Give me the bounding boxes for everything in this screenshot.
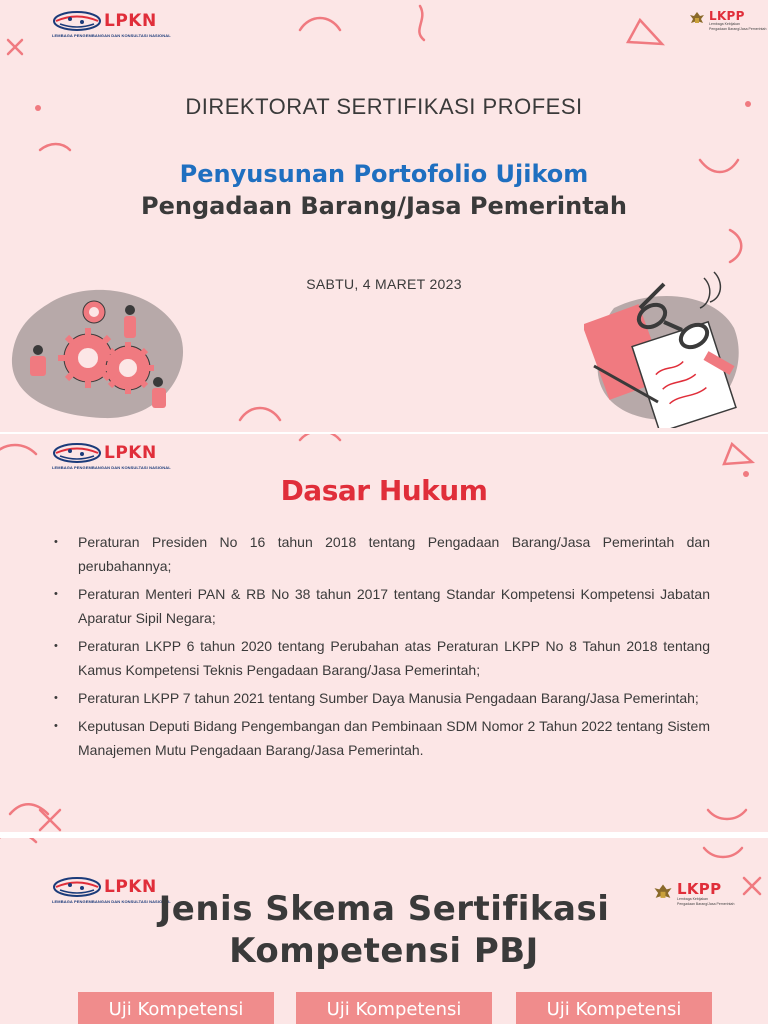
lpkn-subtitle: LEMBAGA PENGEMBANGAN DAN KONSULTASI NASIONAL — [52, 465, 171, 470]
directorate-heading: DIREKTORAT SERTIFIKASI PROFESI — [185, 94, 583, 119]
legal-basis-list — [54, 530, 710, 766]
lkpp-subtitle-line2: Pengadaan Barang/Jasa Pemerintah — [677, 901, 735, 906]
list-item-text: Peraturan LKPP 6 tahun 2020 tentang Perubahan atas Peraturan LKPP No 8 Tahun 2018 tentang Kamus Kompetensi Teknis Pengadaan Barang/Jasa Pemerintah; — [78, 638, 710, 678]
list-item — [54, 582, 710, 630]
list-item — [54, 686, 710, 710]
lkpp-name: LKPP — [709, 9, 745, 23]
uji-kompetensi-button-1[interactable]: Uji Kompetensi — [78, 992, 274, 1024]
slide-cover — [0, 0, 768, 432]
bullet-icon: • — [54, 640, 58, 652]
cover-title-line2: Pengadaan Barang/Jasa Pemerintah — [141, 192, 627, 220]
schemes-title-line1: Jenis Skema Sertifikasi — [158, 889, 610, 929]
bullet-icon: • — [54, 692, 58, 704]
globe-logo-icon — [52, 442, 102, 464]
lkpp-name: LKPP — [677, 880, 722, 898]
schemes-title — [0, 888, 768, 972]
lpkn-logo — [52, 10, 171, 38]
list-item-text: Peraturan Menteri PAN & RB No 38 tahun 2017 tentang Standar Kompetensi Kompetensi Jabatan Aparatur Sipil Negara; — [78, 586, 710, 626]
lpkn-name: LPKN — [104, 877, 157, 897]
bullet-icon: • — [54, 536, 58, 548]
bullet-icon: • — [54, 588, 58, 600]
list-item-text: Peraturan Presiden No 16 tahun 2018 tentang Pengadaan Barang/Jasa Pemerintah dan perubahannya; — [78, 534, 710, 574]
list-item — [54, 714, 710, 762]
lkpp-logo — [688, 10, 766, 31]
cover-title-line1: Penyusunan Portofolio Ujikom — [179, 160, 589, 188]
lpkn-logo — [52, 442, 171, 470]
bullet-icon: • — [54, 720, 58, 732]
slide-certification-schemes — [0, 838, 768, 1024]
list-item — [54, 530, 710, 578]
lpkn-subtitle: LEMBAGA PENGEMBANGAN DAN KONSULTASI NASIONAL — [52, 899, 171, 904]
legal-basis-title: Dasar Hukum — [280, 474, 488, 507]
globe-logo-icon — [52, 10, 102, 32]
teamwork-gears-illustration — [8, 284, 188, 424]
event-date: SABTU, 4 MARET 2023 — [306, 276, 462, 292]
list-item — [54, 634, 710, 682]
lpkn-name: LPKN — [104, 443, 157, 463]
list-item-text: Peraturan LKPP 7 tahun 2021 tentang Sumber Daya Manusia Pengadaan Barang/Jasa Pemerintah; — [78, 690, 699, 706]
list-item-text: Keputusan Deputi Bidang Pengembangan dan Pembinaan SDM Nomor 2 Tahun 2022 tentang Sistem Manajemen Mutu Pengadaan Barang/Jasa Pemerintah. — [78, 718, 710, 758]
lkpp-subtitle-line1: Lembaga Kebijakan — [677, 897, 708, 901]
lkpp-subtitle-line1: Lembaga Kebijakan — [709, 22, 740, 26]
lkpp-subtitle-line2: Pengadaan Barang/Jasa Pemerintah — [709, 26, 767, 31]
lpkn-subtitle: LEMBAGA PENGEMBANGAN DAN KONSULTASI NASIONAL — [52, 33, 171, 38]
uji-kompetensi-button-3[interactable]: Uji Kompetensi — [516, 992, 712, 1024]
schemes-title-line2: Kompetensi PBJ — [229, 931, 539, 971]
notebook-glasses-illustration — [584, 268, 754, 428]
garuda-emblem-icon — [688, 10, 706, 28]
slide-legal-basis — [0, 434, 768, 832]
uji-kompetensi-button-2[interactable]: Uji Kompetensi — [296, 992, 492, 1024]
lpkn-name: LPKN — [104, 11, 157, 31]
